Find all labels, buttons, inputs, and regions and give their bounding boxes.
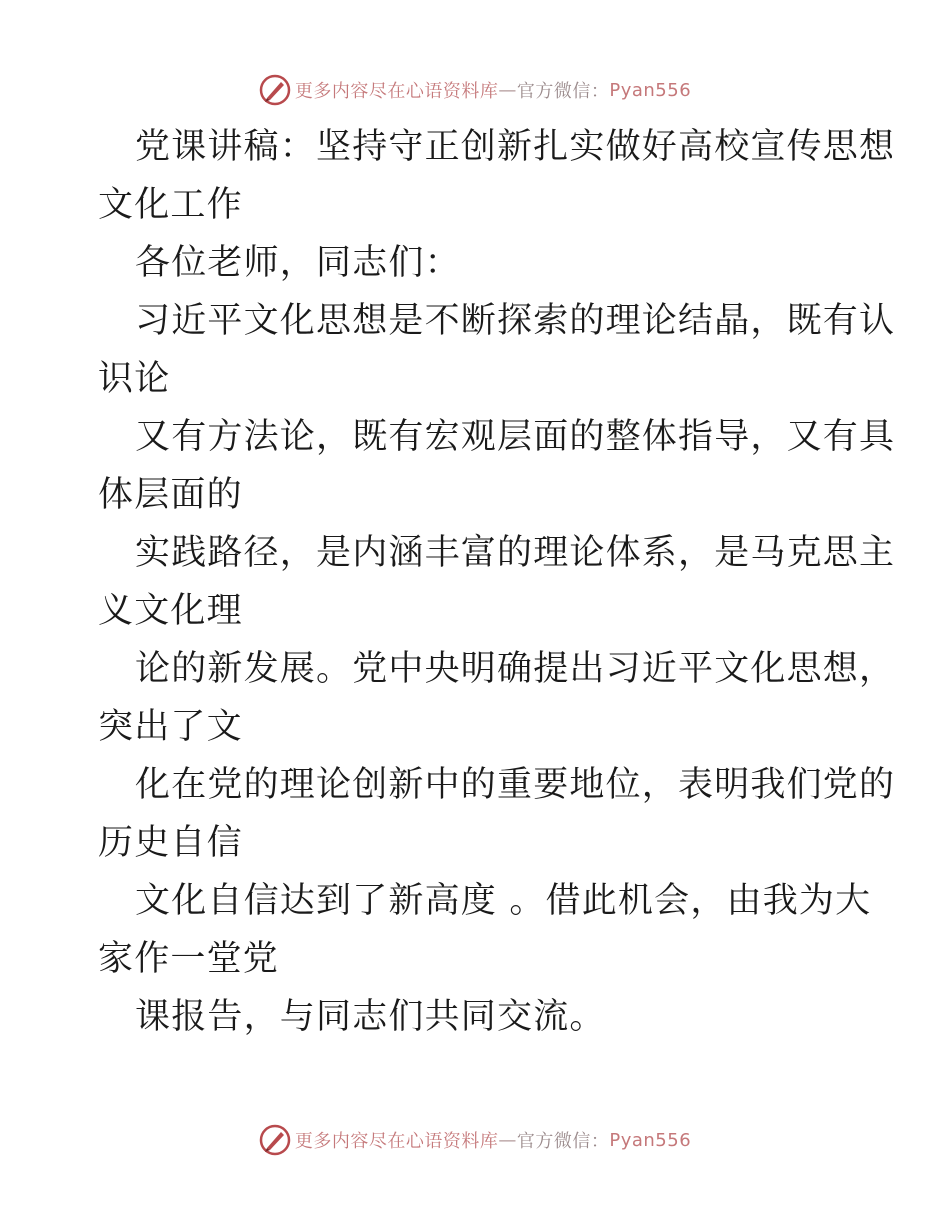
body-line: 历史自信: [98, 823, 243, 863]
banner-wechat-id: Pyan556: [609, 1129, 692, 1151]
body-line: 突出了文: [98, 707, 243, 747]
body-line: 课报告，与同志们共同交流。: [135, 997, 606, 1037]
quill-pen-logo-icon: [259, 1124, 291, 1156]
banner-wechat-label: 官方微信：: [516, 81, 610, 102]
salutation-line: 各位老师，同志们：: [135, 243, 461, 283]
header-banner: [0, 70, 950, 110]
document-title-line-2: 文化工作: [98, 185, 243, 225]
body-line: 识论: [98, 359, 171, 399]
body-line: 化在党的理论创新中的重要地位，表明我们党的: [135, 765, 896, 805]
footer-banner: [0, 1120, 950, 1160]
body-line: 文化自信达到了新高度 。借此机会，由我为大: [135, 881, 872, 921]
quill-pen-logo-icon: [259, 74, 291, 106]
body-line: 义文化理: [98, 591, 243, 631]
body-line: 家作一堂党: [98, 939, 280, 979]
banner-text: 更多内容尽在心语资料库: [294, 81, 499, 102]
banner-text: 更多内容尽在心语资料库: [294, 1131, 499, 1152]
body-line: 习近平文化思想是不断探索的理论结晶，既有认: [135, 301, 896, 341]
banner-wechat-id: Pyan556: [609, 79, 692, 101]
body-line: 论的新发展。党中央明确提出习近平文化思想，: [135, 649, 896, 689]
body-line: 又有方法论，既有宏观层面的整体指导，又有具: [135, 417, 896, 457]
banner-separator: —: [498, 79, 517, 101]
banner-separator: —: [498, 1129, 517, 1151]
document-title-line-1: 党课讲稿：坚持守正创新扎实做好高校宣传思想: [135, 127, 896, 167]
body-line: 实践路径，是内涵丰富的理论体系，是马克思主: [135, 533, 896, 573]
document-body: [98, 118, 896, 1046]
banner-wechat-label: 官方微信：: [516, 1131, 610, 1152]
body-line: 体层面的: [98, 475, 243, 515]
